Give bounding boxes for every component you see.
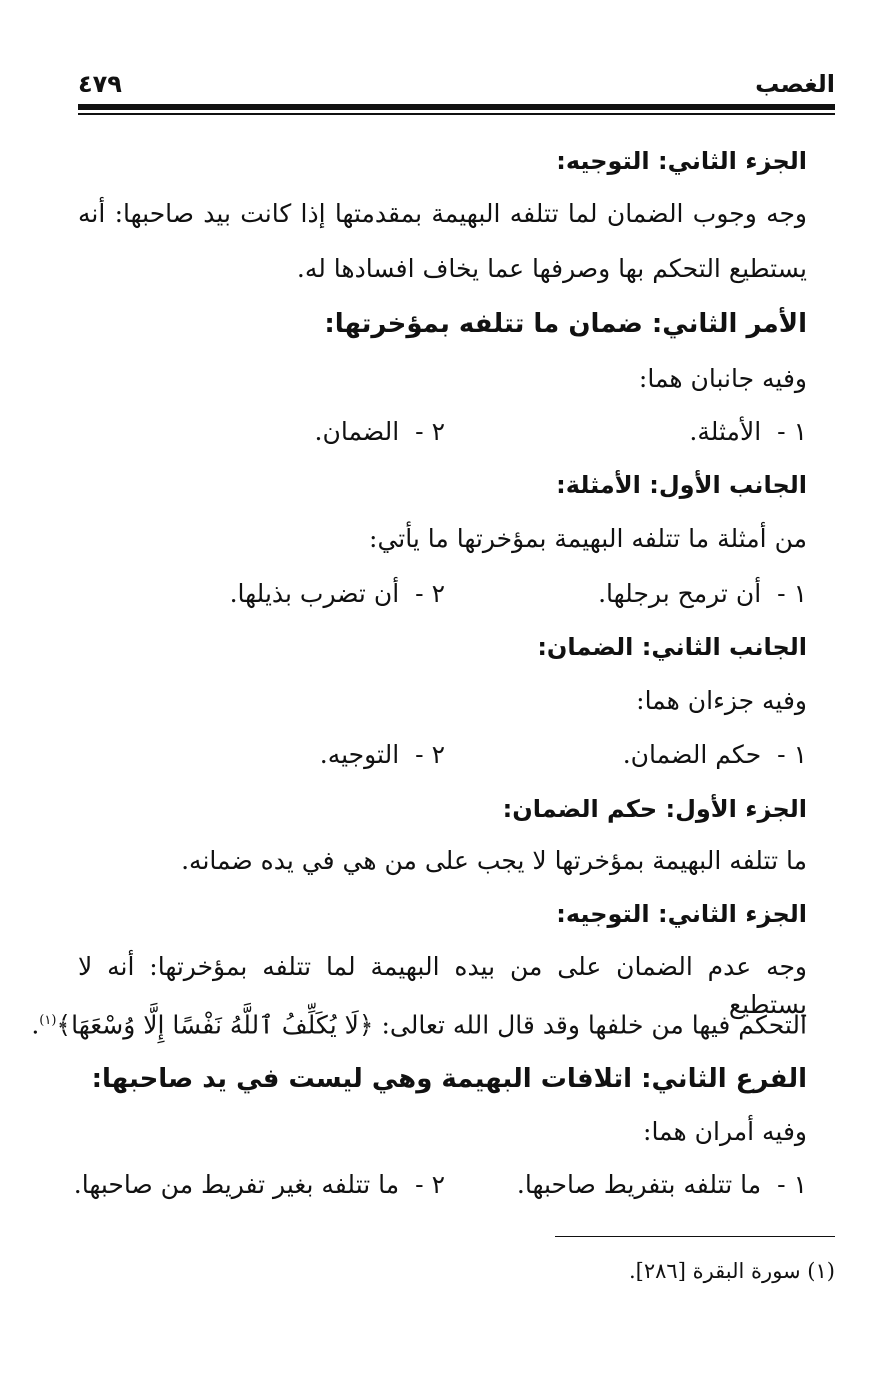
list-item (689, 413, 807, 451)
list-text: ما تتلفه بغير تفريط من صاحبها. (73, 1170, 400, 1199)
paragraph-line: يستطيع التحكم بها وصرفها عما يخاف افسادها له. (296, 254, 807, 283)
list-text: ما تتلفه بتفريط صاحبها. (516, 1170, 762, 1199)
running-head: الغصب (755, 70, 835, 98)
list-text: الضمان. (314, 417, 400, 446)
list-item (623, 736, 807, 774)
list-text: حكم الضمان. (622, 740, 762, 769)
list-item (320, 736, 445, 774)
heading-second-matter: الأمر الثاني: ضمان ما تتلفه بمؤخرتها: (324, 309, 807, 339)
list-text: الأمثلة. (689, 417, 762, 446)
list-text: أن تضرب بذيلها. (229, 579, 400, 608)
list-item (598, 575, 807, 613)
footnote-separator (555, 1236, 835, 1237)
paragraph-line: وجه وجوب الضمان لما تتلفه البهيمة بمقدمتها إذا كانت بيد صاحبها: أنه (78, 199, 807, 228)
paragraph-line: وفيه أمران هما: (643, 1117, 807, 1146)
list-item (517, 1166, 807, 1204)
heading-part-two-justification: الجزء الثاني: التوجيه: (556, 147, 807, 175)
paragraph-line: وجه عدم الضمان على من بيده البهيمة لما تتلفه بمؤخرتها: أنه لا يستطيع (78, 952, 807, 1019)
heading-part-two-justification: الجزء الثاني: التوجيه: (556, 900, 807, 928)
list-item (230, 575, 445, 613)
quran-quote-line: التحكم فيها من خلفها وقد قال الله تعالى: ﴿لَا يُكَلِّفُ ٱللَّهُ نَفْسًا إِلَّا وُسْعَهَا﴾ (56, 1010, 807, 1040)
footnote: (١) سورة البقرة [٢٨٦]. (629, 1259, 835, 1283)
paragraph-line: وفيه جزءان هما: (636, 686, 807, 715)
list-number: ١ - (777, 740, 807, 769)
list-number: ١ - (777, 1170, 807, 1199)
paragraph-line: التحكم فيها من خلفها وقد قال الله تعالى: ﴿لَا يُكَلِّفُ ٱللَّهُ نَفْسًا إِلَّا وُسْعَهَا﴾$^{(١)}$. (31, 1010, 807, 1040)
list-number: ٢ - (415, 579, 445, 608)
list-item (315, 413, 445, 451)
footnote-reference: (١) (39, 1013, 57, 1028)
list-item (74, 1166, 445, 1204)
list-number: ٢ - (415, 1170, 445, 1199)
paragraph-line: من أمثلة ما تتلفه البهيمة بمؤخرتها ما يأتي: (369, 524, 807, 553)
page-number: ٤٧٩ (78, 70, 122, 98)
paragraph-line: ما تتلفه البهيمة بمؤخرتها لا يجب على من هي في يده ضمانه. (181, 846, 807, 875)
paragraph-line: وفيه جانبان هما: (638, 364, 807, 393)
list-number: ١ - (777, 579, 807, 608)
heading-second-branch: الفرع الثاني: اتلافات البهيمة وهي ليست في يد صاحبها: (91, 1064, 807, 1094)
heading-part-one-ruling: الجزء الأول: حكم الضمان: (502, 795, 807, 823)
header-rule-thin (78, 113, 835, 115)
list-number: ١ - (777, 417, 807, 446)
list-number: ٢ - (415, 417, 445, 446)
header-rule-thick (78, 104, 835, 110)
list-number: ٢ - (415, 740, 445, 769)
list-text: أن ترمح برجلها. (598, 579, 762, 608)
page-header (78, 70, 835, 102)
heading-second-side: الجانب الثاني: الضمان: (537, 633, 807, 661)
heading-first-side: الجانب الأول: الأمثلة: (556, 471, 807, 499)
list-text: التوجيه. (319, 740, 400, 769)
